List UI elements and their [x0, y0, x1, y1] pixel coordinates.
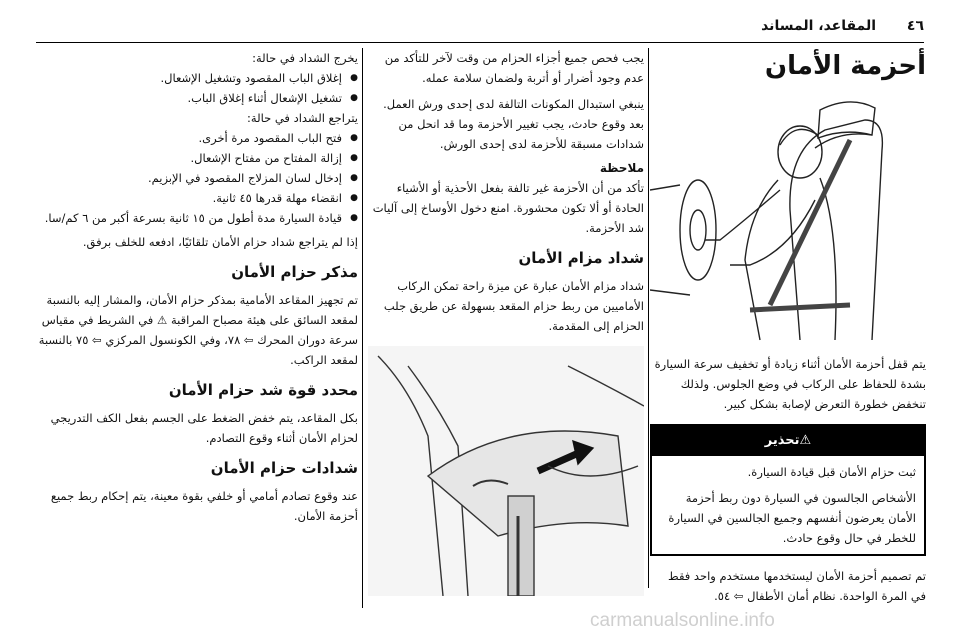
- warning-box: [650, 424, 926, 556]
- belt-presenter-illustration: [368, 346, 644, 596]
- warning-text: ثبت حزام الأمان قبل قيادة السيارة.: [747, 465, 916, 479]
- warning-text: الأشخاص الجالسون في السيارة دون ربط أحزمة الأمان يعرضون أنفسهم وجميع الجالسين في السيارة للخطر في حال وقوع حادث.: [668, 491, 916, 545]
- paragraph: تم تصميم أحزمة الأمان ليستخدمها مستخدم واحد فقط في المرة الواحدة. نظام أمان الأطفال ⇦ ٥٤.: [668, 569, 926, 603]
- warning-body: [652, 456, 924, 554]
- header-title: المقاعد، المساند: [761, 18, 876, 34]
- paragraph: تم تجهيز المقاعد الأمامية بمذكر حزام الأمان، والمشار إليه بالنسبة لمقعد السائق على هيئة مصباح المراقبة ⚠ في الشريط في مقياس سرعة دوران المحرك ⇦ ٧٨، وفي الكونسول المركزي ⇦ ٧٥ بالنسبة لمقعد الراكب.: [38, 293, 358, 367]
- seatbelt-driver-illustration: [650, 90, 926, 344]
- note-text: تأكد من أن الأحزمة غير تالفة بفعل الأحذية أو الأشياء الحادة أو ألا تكون محشورة. امنع دخول الأوساخ إلى آليات شد الأحزمة.: [372, 181, 644, 235]
- list-item: ● إدخال لسان المزلاج المقصود في الإبزيم.: [36, 168, 358, 188]
- column-middle: [366, 48, 644, 596]
- column-left: [36, 48, 358, 526]
- section-heading: شدادات حزام الأمان: [210, 459, 358, 477]
- header-rule: [36, 42, 924, 43]
- list-item: ● قيادة السيارة مدة أطول من ١٥ ثانية بسرعة أكبر من ٦ كم/سا.: [36, 208, 358, 228]
- list-item: ● تشغيل الإشعال أثناء إغلاق الباب.: [36, 88, 358, 108]
- bullet-list: [36, 68, 358, 108]
- paragraph: يتراجع الشداد في حالة:: [247, 111, 358, 125]
- section-heading: محدد قوة شد حزام الأمان: [168, 381, 358, 399]
- page-number: ٤٦: [906, 18, 924, 34]
- note-title: ملاحظة: [599, 161, 644, 175]
- page-header: [0, 0, 960, 40]
- paragraph: ينبغي استبدال المكونات التالفة لدى إحدى ورش العمل. بعد وقوع حادث، يجب تغيير الأحزمة وما قد انحل من شدادات مسبقة للأحزمة لدى إحدى الورش.: [383, 97, 644, 151]
- list-item: ● فتح الباب المقصود مرة أخرى.: [36, 128, 358, 148]
- column-right: [650, 48, 926, 606]
- list-item: ● إغلاق الباب المقصود وتشغيل الإشعال.: [36, 68, 358, 88]
- warning-title: ⚠تحذير: [652, 426, 924, 456]
- paragraph: يجب فحص جميع أجزاء الحزام من وقت لآخر للتأكد من عدم وجود أضرار أو أتربة ولضمان سلامة عمله.: [384, 51, 644, 85]
- paragraph: بكل المقاعد، يتم خفض الضغط على الجسم بفعل الكف التدريجي لحزام الأمان أثناء وقوع التصادم.: [50, 411, 358, 445]
- paragraph: إذا لم يتراجع شداد حزام الأمان تلقائيًا، ادفعه للخلف برفق.: [82, 235, 358, 249]
- seatbelt-warning-icon: ⚠: [156, 313, 168, 327]
- intro-paragraph: يتم قفل أحزمة الأمان أثناء زيادة أو تخفيف سرعة السيارة بشدة للحفاظ على الركاب في وضع الجلوس. ولذلك تنخفض خطورة التعرض لإصابة بشكل كبير.: [654, 357, 926, 411]
- list-item: ● إزالة المفتاح من مفتاح الإشعال.: [36, 148, 358, 168]
- paragraph: يخرج الشداد في حالة:: [252, 51, 358, 65]
- column-divider: [648, 48, 649, 588]
- paragraph: عند وقوع تصادم أمامي أو خلفي بقوة معينة، يتم إحكام ربط جميع أحزمة الأمان.: [50, 489, 358, 523]
- section-title: أحزمة الأمان: [764, 51, 926, 81]
- section-heading: مذكر حزام الأمان: [231, 263, 358, 281]
- column-divider: [362, 48, 363, 608]
- watermark: carmanualsonline.info: [590, 610, 775, 631]
- warning-triangle-icon: ⚠: [799, 433, 812, 448]
- bullet-list: [36, 128, 358, 228]
- section-heading: شداد مزام الأمان: [518, 249, 644, 267]
- paragraph: شداد مزام الأمان عبارة عن ميزة راحة تمكن الركاب الأماميين من ربط حزام المقعد بسهولة عن طريق جلب الحزام إلى المقدمة.: [383, 279, 644, 333]
- list-item: ● انقضاء مهلة قدرها ٤٥ ثانية.: [36, 188, 358, 208]
